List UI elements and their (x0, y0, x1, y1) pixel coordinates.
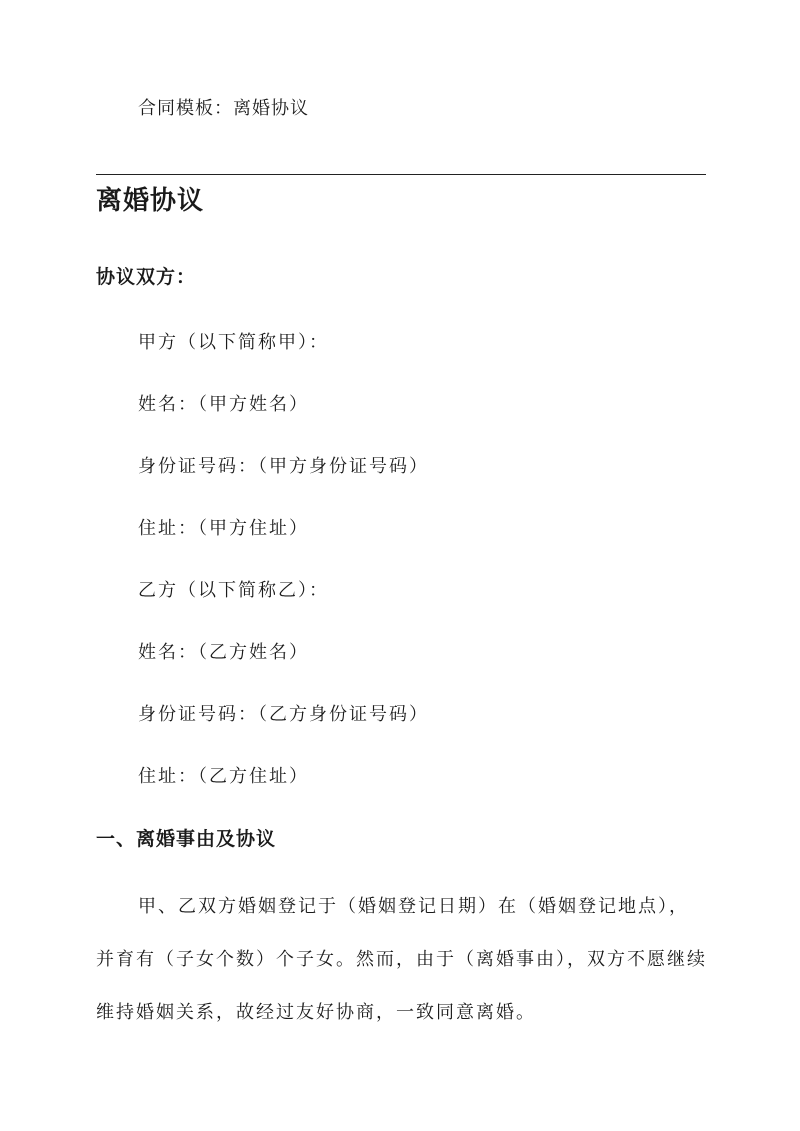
party-a-id-number: 身份证号码：（甲方身份证号码） (138, 456, 429, 477)
party-a-heading: 甲方（以下简称甲）： (138, 332, 329, 353)
party-a-name: 姓名：（甲方姓名） (138, 394, 309, 415)
parties-heading: 协议双方： (96, 266, 197, 288)
party-b-address: 住址：（乙方住址） (138, 766, 309, 787)
page-header: 合同模板：离婚协议 (138, 98, 309, 119)
document-title: 离婚协议 (96, 186, 205, 216)
header-divider (96, 174, 706, 175)
party-a-address: 住址：（甲方住址） (138, 518, 309, 539)
party-b-name: 姓名：（乙方姓名） (138, 642, 309, 663)
party-b-id-number: 身份证号码：（乙方身份证号码） (138, 704, 429, 725)
section-1-heading: 一、离婚事由及协议 (96, 828, 277, 850)
section-1-paragraph: 甲、乙双方婚姻登记于（婚姻登记日期）在（婚姻登记地点），并育有（子女个数）个子女。然而，由于（离婚事由），双方不愿继续维持婚姻关系，故经过友好协商，一致同意离婚。 (96, 896, 707, 1023)
party-b-heading: 乙方（以下简称乙）： (138, 580, 329, 601)
